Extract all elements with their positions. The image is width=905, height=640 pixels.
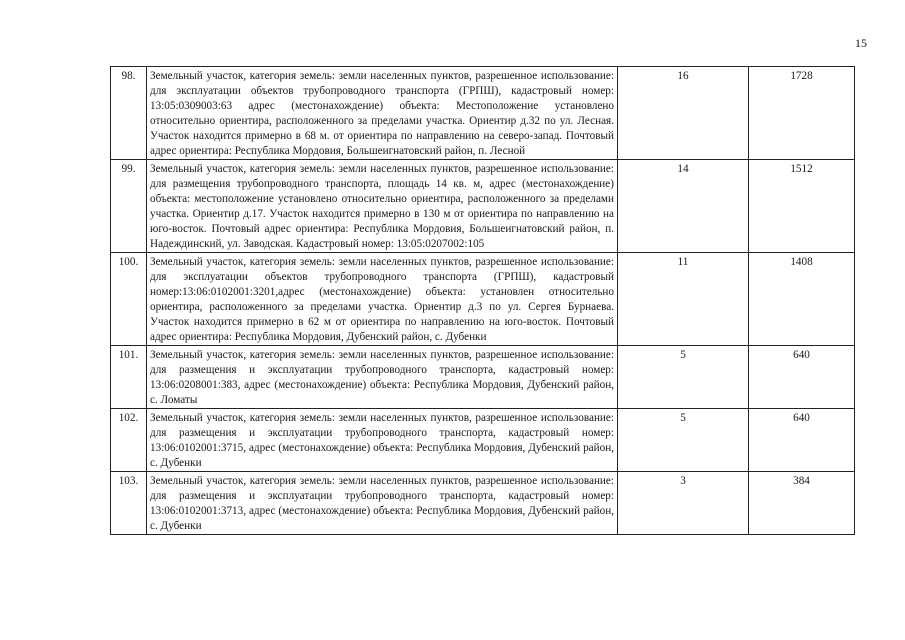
table-row: [111, 409, 855, 472]
row-number: 101.: [111, 346, 147, 409]
page-number: 15: [855, 36, 867, 50]
row-number: 103.: [111, 472, 147, 535]
row-number: 102.: [111, 409, 147, 472]
plot-quantity: 3: [618, 472, 749, 535]
row-number: 100.: [111, 253, 147, 346]
row-number: 98.: [111, 67, 147, 160]
plot-area: 1512: [749, 160, 855, 253]
plot-area: 384: [749, 472, 855, 535]
table-row: [111, 253, 855, 346]
land-plots-table: [110, 66, 855, 535]
plot-area: 1728: [749, 67, 855, 160]
plot-quantity: 5: [618, 346, 749, 409]
plot-area: 640: [749, 409, 855, 472]
plot-quantity: 14: [618, 160, 749, 253]
row-number: 99.: [111, 160, 147, 253]
table-row: [111, 472, 855, 535]
plot-quantity: 16: [618, 67, 749, 160]
table-row: [111, 67, 855, 160]
table-row: [111, 160, 855, 253]
plot-quantity: 5: [618, 409, 749, 472]
plot-description: Земельный участок, категория земель: земли населенных пунктов, разрешенное использование: для размещения и эксплуатации трубопроводного транспорта, кадастровый номер: 13:06:0102001:3713, адрес (местонахождение) объекта: Республика Мордовия, Дубенский район, с. Дубенки: [147, 472, 618, 535]
plot-area: 640: [749, 346, 855, 409]
plot-quantity: 11: [618, 253, 749, 346]
plot-description: Земельный участок, категория земель: земли населенных пунктов, разрешенное использование: для размещения трубопроводного транспорта, площадь 14 кв. м, адрес (местонахождение) объекта: местоположение установлено относительно ориентира, расположенного за пределами участка. Ориентир д.17. Участок находится примерно в 130 м от ориентира по направлению на юго-восток. Почтовый адрес ориентира: Республика Мордовия, Большеигнатовский район, п. Надеждинский, ул. Заводская. Кадастровый номер: 13:05:0207002:105: [147, 160, 618, 253]
plot-description: Земельный участок, категория земель: земли населенных пунктов, разрешенное использование: для размещения и эксплуатации трубопроводного транспорта, кадастровый номер: 13:06:0102001:3715, адрес (местонахождение) объекта: Республика Мордовия, Дубенский район, с. Дубенки: [147, 409, 618, 472]
plot-description: Земельный участок, категория земель: земли населенных пунктов, разрешенное использование: для размещения и эксплуатации трубопроводного транспорта, кадастровый номер: 13:06:0208001:383, адрес (местонахождение) объекта: Республика Мордовия, Дубенский район, с. Ломаты: [147, 346, 618, 409]
plot-area: 1408: [749, 253, 855, 346]
plot-description: Земельный участок, категория земель: земли населенных пунктов, разрешенное использование: для эксплуатации объектов трубопроводного транспорта (ГРПШ), кадастровый номер:13:06:0102001:3201,адрес (местонахождение) объекта: установлен относительно ориентира, расположенного за пределами участка. Ориентир д.3 по ул. Сергея Бурнаева. Участок находится примерно в 62 м от ориентира по направлению на юго-восток. Почтовый адрес ориентира: Республика Мордовия, Дубенский район, с. Дубенки: [147, 253, 618, 346]
plot-description: Земельный участок, категория земель: земли населенных пунктов, разрешенное использование: для эксплуатации объектов трубопроводного транспорта (ГРПШ), кадастровый номер: 13:05:0309003:63 адрес (местонахождение) объекта: Местоположение установлено относительно ориентира, расположенного за пределами участка. Ориентир д.32 по ул. Лесная. Участок находится примерно в 68 м. от ориентира по направлению на северо-запад. Почтовый адрес ориентира: Республика Мордовия, Большеигнатовский район, п. Лесной: [147, 67, 618, 160]
table-row: [111, 346, 855, 409]
